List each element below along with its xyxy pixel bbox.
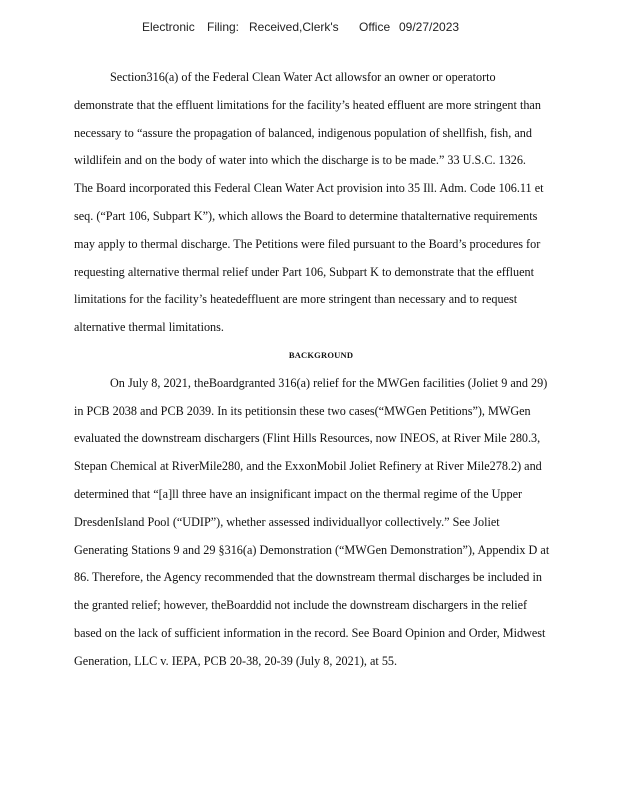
text-line: limitations for the facility’s heatedeffluent are more stringent than necessary and to request	[74, 292, 518, 307]
text-line: evaluated the downstream dischargers (Flint Hills Resources, now INEOS, at River Mile 280.3,	[74, 431, 541, 446]
text-line: based on the lack of sufficient information in the record. See Board Opinion and Order, Midwest	[74, 625, 546, 640]
header-electronic: Electronic	[142, 20, 195, 34]
text-line: necessary to “assure the propagation of balanced, indigenous population of shellfish, fish, and	[74, 125, 532, 140]
text-line: wildlifein and on the body of water into which the discharge is to be made.” 33 U.S.C. 1326.	[74, 153, 526, 168]
text-line: the granted relief; however, theBoarddid not include the downstream dischargers in the relief	[74, 598, 528, 613]
text-line: DresdenIsland Pool (“UDIP”), whether assessed individuallyor collectively.” See Joliet	[74, 514, 500, 529]
text-line: may apply to thermal discharge. The Petitions were filed pursuant to the Board’s procedures for	[74, 236, 541, 251]
filing-stamp-header	[0, 20, 618, 38]
text-line: The Board incorporated this Federal Clean Water Act provision into 35 Ill. Adm. Code 106.11 et	[74, 181, 544, 196]
text-line: On July 8, 2021, theBoardgranted 316(a) relief for the MWGen facilities (Joliet 9 and 29)	[110, 375, 548, 390]
document-body	[74, 64, 594, 676]
text-line: determined that “[a]ll three have an insignificant impact on the thermal regime of the Upper	[74, 486, 523, 501]
text-line: seq. (“Part 106, Subpart K”), which allows the Board to determine thatalternative requirements	[74, 208, 538, 223]
text-line: in PCB 2038 and PCB 2039. In its petitionsin these two cases(“MWGen Petitions”), MWGen	[74, 403, 531, 418]
text-line: Stepan Chemical at RiverMile280, and the ExxonMobil Joliet Refinery at River Mile278.2) and	[74, 459, 542, 474]
text-line: Generation, LLC v. IEPA, PCB 20-38, 20-39 (July 8, 2021), at 55.	[74, 653, 398, 668]
header-received: Received,Clerk's	[249, 20, 339, 34]
text-line: 86. Therefore, the Agency recommended that the downstream thermal discharges be included in	[74, 570, 542, 585]
text-line: Section316(a) of the Federal Clean Water Act allowsfor an owner or operatorto	[110, 70, 496, 84]
text-line: demonstrate that the effluent limitations for the facility’s heated effluent are more stringent than	[74, 97, 541, 112]
section-heading-background: BACKGROUND	[288, 349, 354, 360]
header-date: 09/27/2023	[399, 20, 460, 34]
header-filing: Filing:	[207, 20, 240, 34]
paragraph-section-316a	[74, 64, 594, 342]
header-office: Office	[359, 20, 391, 34]
text-line: Generating Stations 9 and 29 §316(a) Demonstration (“MWGen Demonstration”), Appendix D at	[74, 542, 550, 557]
text-line: requesting alternative thermal relief under Part 106, Subpart K to demonstrate that the effluent	[74, 264, 535, 279]
text-line: alternative thermal limitations.	[74, 320, 224, 335]
paragraph-background	[74, 370, 594, 676]
